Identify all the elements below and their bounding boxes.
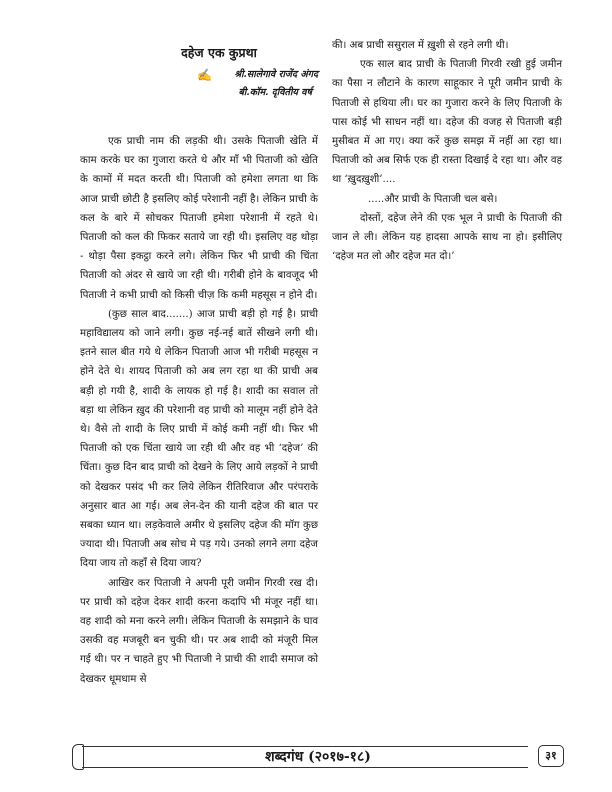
author-class: बी.कॉम. दृवितीय वर्ष [238, 87, 312, 98]
left-column [80, 36, 318, 689]
page-number: ३१ [538, 745, 564, 767]
paragraph: एक प्राची नाम की लड़की थी। उसके पिताजी खेति में काम करके घर का गुजारा करते थे और माँ भी पिताजी को खेति के कामों में मदत करती थी। पिताजी को हमेशा लगता था कि आज प्राची छोटी है इसलिए कोई परेशानी नहीं है। लेकिन प्राची के कल के बारे में सोचकर पिताजी हमेशा परेशानी में रहते थे। पिताजी को कल की फिकर सताये जा रही थी। इसलिए वह थोड़ा - थोड़ा पैसा इकट्ठा करने लगे। लेकिन फिर भी प्राची की चिंता पिताजी को अंदर से खाये जा रही थी। गरीबी होने के बावजूद भी पिताजी ने कभी प्राची को किसी चीज़ कि कमी महसूस न होने दी। [80, 136, 318, 301]
left-paragraphs [80, 132, 318, 689]
paragraph: .....और प्राची के पिताजी चल बसे। [368, 193, 498, 205]
writing-hand-icon: ✍ [197, 68, 213, 82]
footer-rule-bottom [82, 767, 528, 768]
article-title: दहेज एक कुप्रथा [181, 45, 257, 60]
right-paragraphs [332, 36, 562, 266]
right-column [332, 36, 562, 266]
magazine-title: शब्दगंध (२०१७-१८) [265, 749, 371, 765]
spacer [80, 102, 318, 132]
author-byline [80, 66, 318, 84]
paragraph: आखिर कर पिताजी ने अपनी पूरी जमीन गिरवी रख दी। पर प्राची को दहेज देकर शादी करना कदापि भी मंजूर नहीं था। वह शादी को मना करने लगी। लेकिन पिताजी के समझाने के घाव उसकी वह मजबूरी बन चुकी थी। पर अब शादी को मंजूरी मिल गई थी। पर न चाहते हुए भी पिताजी ने प्राची की शादी समाज को देखकर धूमधाम से [80, 577, 318, 685]
paragraph: (कुछ साल बाद.......) आज प्राची बड़ी हो गई है। प्राची महाविद्यालय को जाने लगी। कुछ नई-नई बातें सीखने लगी थी। इतने साल बीत गये थे लेकिन पिताजी आज भी गरीबी महसूस न होने देते थे। शायद पिताजी को अब लग रहा था की प्राची अब बड़ी हो गयी है, शादी के लायक हो गई है। शादी का सवाल तो बड़ा था लेकिन ख़ुद की परेशानी वह प्राची को मालूम नहीं होने देते थे। वैसे तो शादी के लिए प्राची में कोई कमी नहीं थी। फिर भी पिताजी को एक चिंता खाये जा रही थी और वह भी ‘दहेज’ की चिंता। कुछ दिन बाद प्राची को देखने के लिए आये लड़कों ने प्राची को देखकर पसंद भी कर लिये लेकिन रीतिरिवाज और परंपराके अनुसार बात आ गई। अब लेन-देन की यानी दहेज की बात पर सबका ध्यान था। लड़केवाले अमीर थे इसलिए दहेज की मॉग कुछ ज्यादा थी। पिताजी अब सोच मे पड़ गये। उनको लगने लगा दहेज दिया जाय तो कहाँ से दिया जाय? [80, 308, 318, 570]
paragraph: की। अब प्राची ससुराल में ख़ुशी से रहने लगी थी। [332, 40, 509, 51]
paragraph: दोस्तों, दहेज लेने की एक भूल ने प्राची के पिताजी की जान ले ली। लेकिन यह हादसा आपके साथ ना हो। इसीलिए ‘दहेज मत लो और दहेज मत दो।’ [332, 212, 562, 263]
author-name: श्री.सालेगावे राजेंद अंगद [234, 69, 318, 80]
page-footer [72, 744, 564, 770]
paragraph: एक साल बाद प्राची के पिताजी गिरवी रखी हुई जमीन का पैसा न लौटाने के कारण साहूकार ने पूरी जमीन प्राची के पिताजी से हथिया ली। घर का गुजारा करने के लिए पिताजी के पास कोई भी साधन नहीं था। दहेज की वजह से पिताजी बड़ी मुसीबत में आ गए। क्या करें कुछ समझ में नहीं आ रहा था। पिताजी को अब सिर्फ एक ही रास्ता दिखाई दे रहा था। और वह था ‘ख़ुदख़ुशी’.... [332, 59, 562, 186]
